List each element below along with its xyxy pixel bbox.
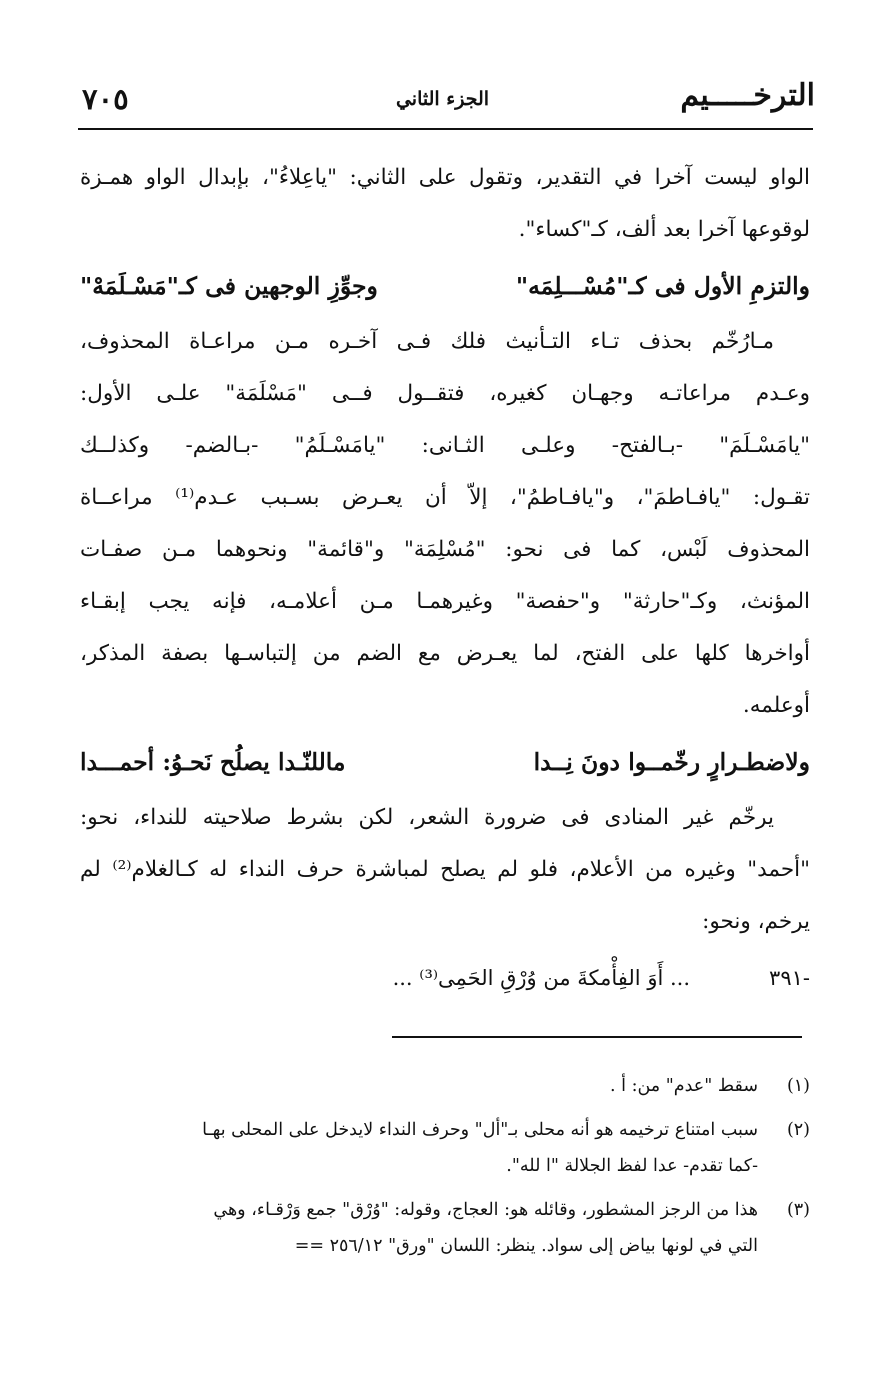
paragraph-line: أواخرها كلها على الفتح، لما يعـرض مع الضم من إلتباسـها بصفة المذكر، <box>80 641 810 666</box>
text-line: لوقوعها آخرا بعد ألف، كـ"كساء". <box>518 217 810 242</box>
paragraph-line: "أحمد" وغيره من الأعلام، فلو لم يصلح لمباشرة حرف النداء له كـالغلام⁽²⁾ لم <box>80 857 810 882</box>
footnote-line: سقط "عدم" من: أ . <box>610 1076 758 1096</box>
part-label: الجزء الثاني <box>395 88 490 110</box>
text-line: الواو ليست آخرا في التقدير، وتقول على الثاني: "ياعِلاءُ"، بإبدال الواو همـزة <box>80 165 810 190</box>
footnotes <box>80 1068 810 1272</box>
paragraph-line: تقـول: "يافـاطمَ"، و"يافـاطمُ"، إلاّ أن يعـرض بسـبب عـدم⁽¹⁾ مراعــاة <box>80 485 810 510</box>
footnote-number: (٣) <box>786 1200 810 1220</box>
paragraph-line: المحذوف لَبْس، كما فى نحو: "مُسْلِمَة" و"قائمة" ونحوهما مـن صفـات <box>80 537 810 562</box>
footnote-line: -كما تقدم- عدا لفظ الجلالة "ا لله". <box>506 1156 758 1176</box>
footnote-line: التي في لونها بياض إلى سواد. ينظر: اللسان "ورق" ٢٥٦/١٢ == <box>294 1236 758 1256</box>
footnote-number: (١) <box>786 1076 810 1096</box>
paragraph-line: وعـدم مراعاتـه وجهـان كغيره، فتقــول فــى "مَسْلَمَة" علـى الأول: <box>80 381 810 406</box>
quoted-verse <box>80 948 810 1008</box>
verse-text: ... أَوَ الفِأْمكةَ من وُرْقِ الحَمِى⁽³⁾ ... <box>392 966 690 990</box>
verse-first-half: ولاضطـرارٍ رخّمــوا دونَ نِــدا <box>533 748 810 776</box>
header-divider <box>78 128 813 130</box>
verse-first-half: والتزمِ الأول فى كـ"مُسْـــلِمَه" <box>515 272 810 300</box>
verse-line <box>80 732 810 792</box>
verse-number: ٣٩١- <box>769 966 810 990</box>
paragraph-line: مـارُخّم بحذف تـاء التـأنيث فلك فـى آخـره مـن مراعـاة المحذوف، <box>80 329 774 354</box>
verse-second-half: وجوِّزِ الوجهين فى كـ"مَسْـلَمَهْ" <box>80 272 378 300</box>
footnote-divider <box>392 1036 802 1038</box>
footnote <box>80 1192 810 1264</box>
footnote <box>80 1068 810 1104</box>
verse-line <box>80 256 810 316</box>
footnote-number: (٢) <box>786 1120 810 1140</box>
paragraph-line: يرخم، ونحو: <box>702 909 810 934</box>
main-text <box>80 152 810 1008</box>
paragraph-line: يرخّم غير المنادى فى ضرورة الشعر، لكن بشرط صلاحيته للنداء، نحو: <box>80 805 774 830</box>
footnote <box>80 1112 810 1184</box>
page-number: ٧٠٥ <box>82 82 129 116</box>
verse-second-half: ماللنّـدا يصلُح نَحـوُ: أحمـــدا <box>80 748 346 776</box>
paragraph-line: المؤنث، وكـ"حارثة" و"حفصة" وغيرهمـا مـن أعلامـه، فإنه يجب إبقـاء <box>80 589 810 614</box>
footnote-line: سبب امتناع ترخيمه هو أنه محلى بـ"أل" وحرف النداء لايدخل على المحلى بهـا <box>202 1120 758 1140</box>
chapter-title: الترخـــــيم <box>680 78 815 113</box>
paragraph-line: أوعلمه. <box>742 693 810 718</box>
paragraph-line: "يامَسْـلَمَ" -بـالفتح- وعلـى الثـانى: "يامَسْـلَمُ" -بـالضم- وكذلــك <box>80 433 810 458</box>
footnote-line: هذا من الرجز المشطور، وقائله هو: العجاج، وقوله: "وُرْق" جمع وَرْقـاء، وهي <box>213 1200 758 1220</box>
